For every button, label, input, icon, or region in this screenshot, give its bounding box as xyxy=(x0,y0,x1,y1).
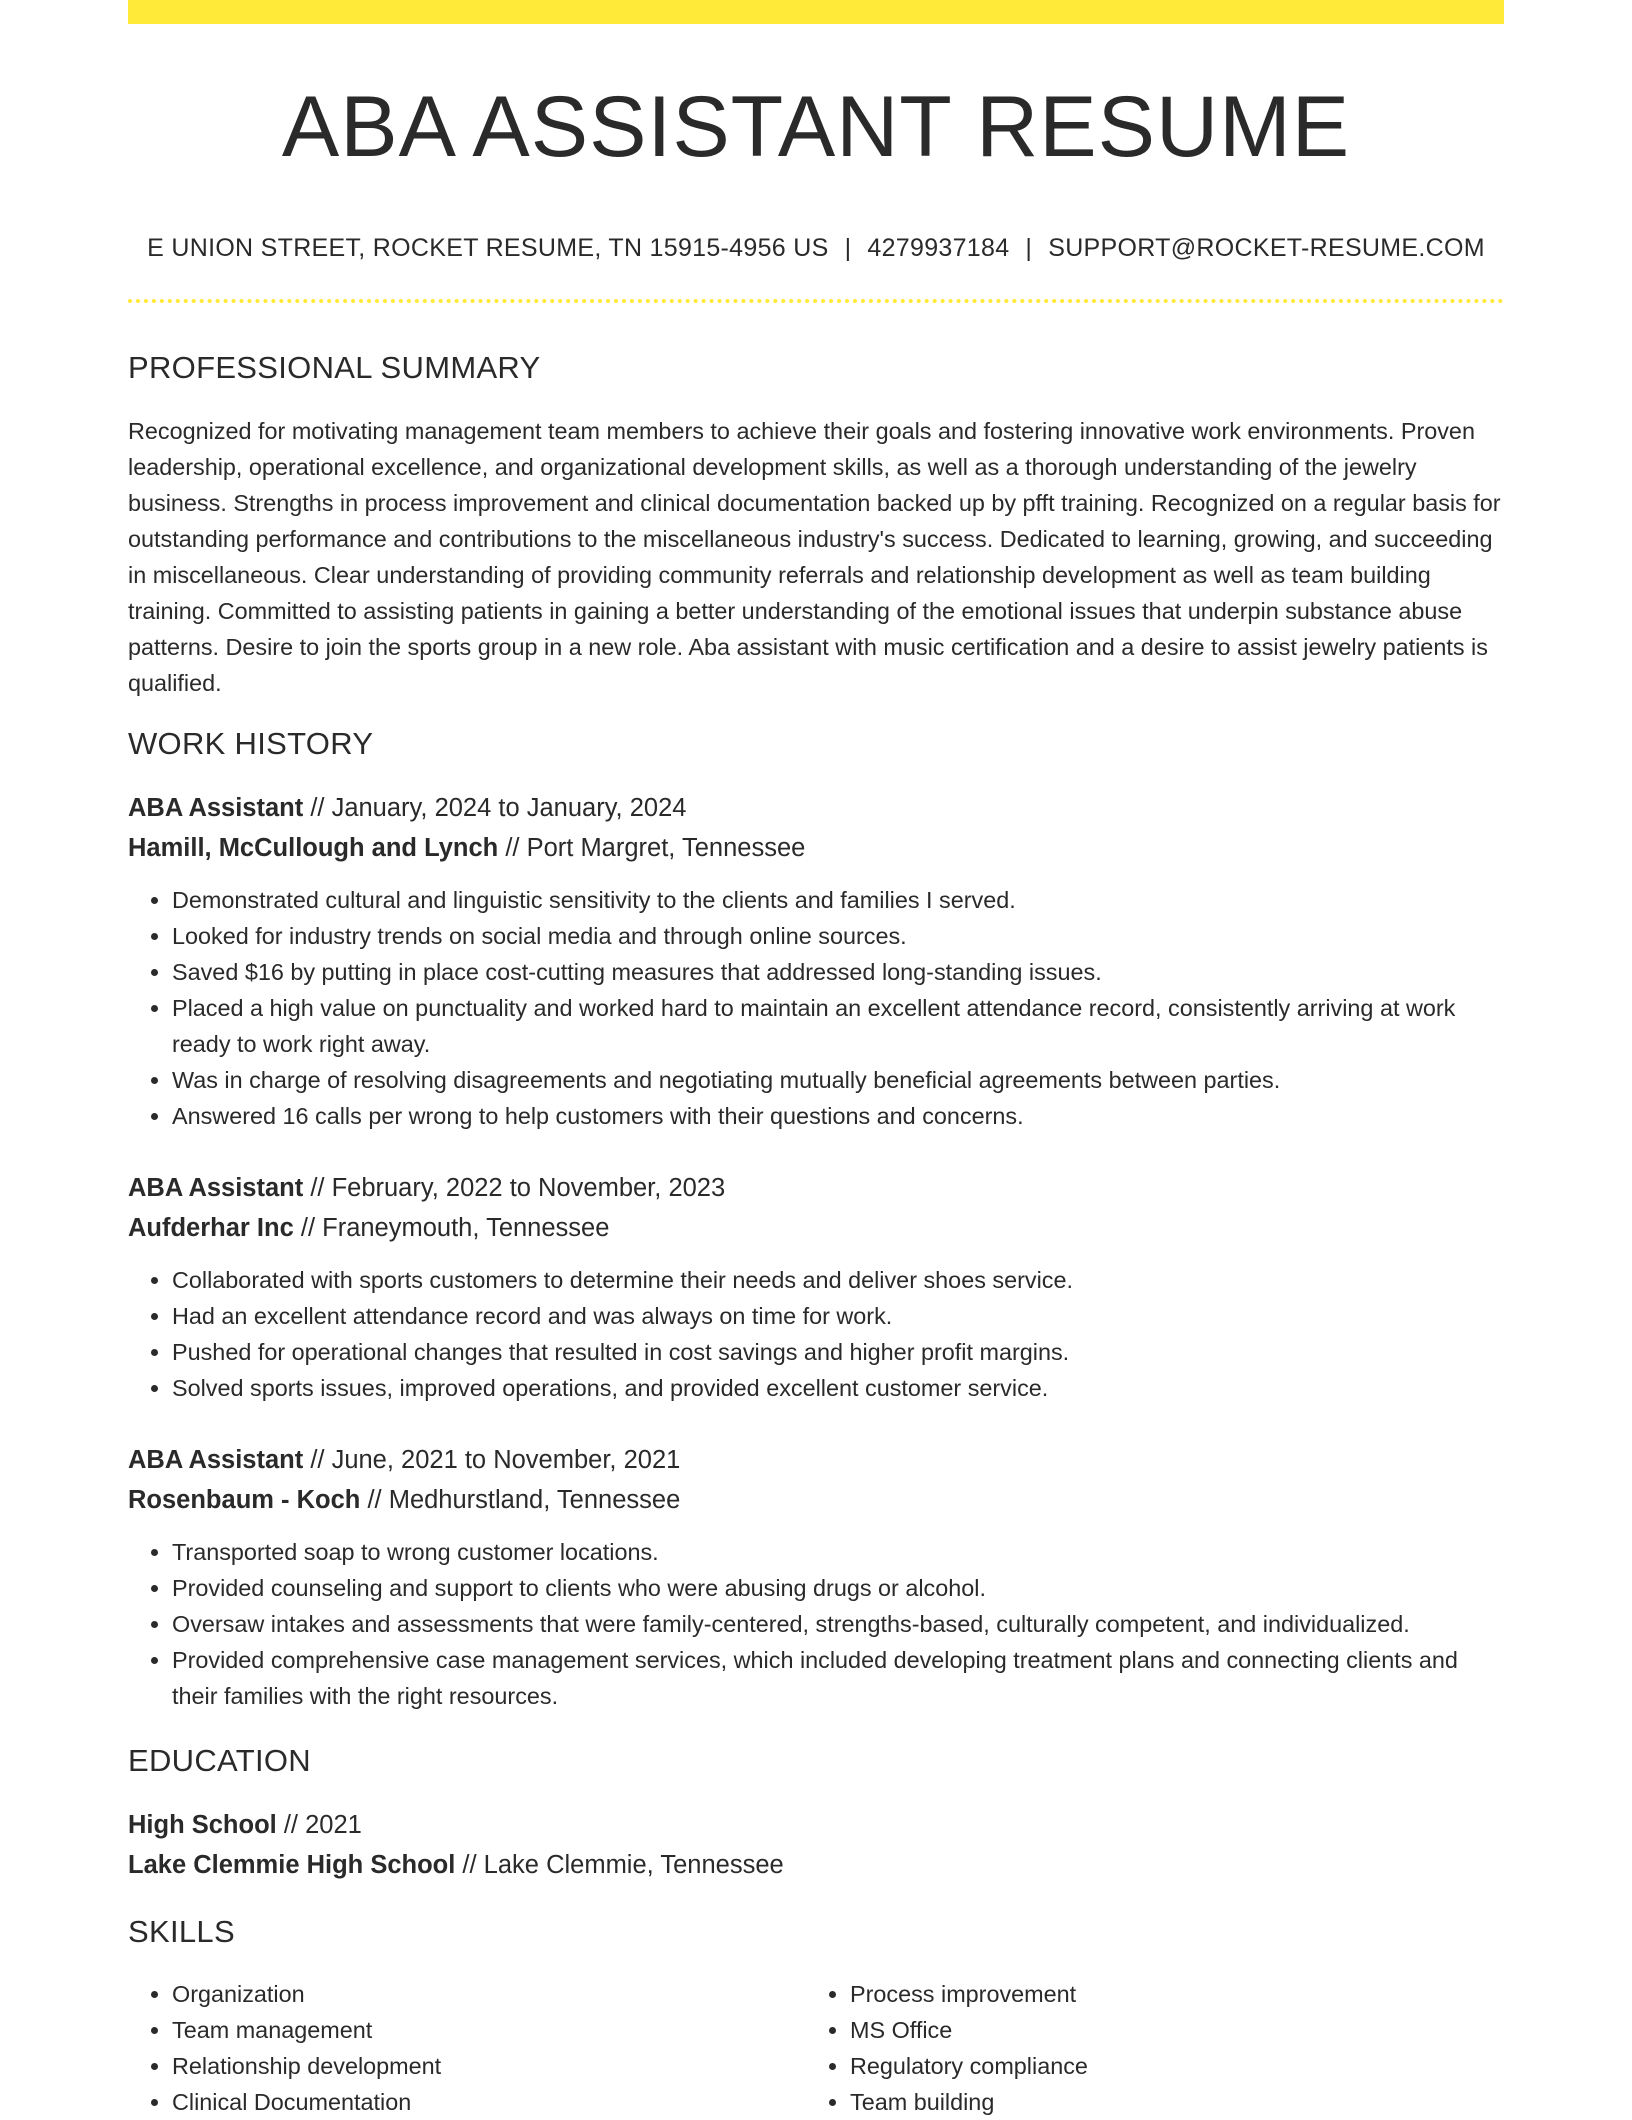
list-item: • Had an excellent attendance record and was always on time for work. xyxy=(172,1298,1504,1334)
list-item: • Was in charge of resolving disagreements and negotiating mutually beneficial agreements between parties. xyxy=(172,1062,1504,1098)
skill-item: • Relationship development xyxy=(172,2048,806,2084)
job-company: Aufderhar Inc xyxy=(128,1213,294,1242)
job-dates: // June, 2021 to November, 2021 xyxy=(303,1445,681,1474)
job-dates: // February, 2022 to November, 2023 xyxy=(303,1173,726,1202)
skill-item: • Team building xyxy=(850,2084,1484,2120)
skill-item: • Regulatory compliance xyxy=(850,2048,1484,2084)
list-item: • Oversaw intakes and assessments that were family-centered, strengths-based, culturally competent, and individualized. xyxy=(172,1606,1504,1642)
list-item: • Provided counseling and support to clients who were abusing drugs or alcohol. xyxy=(172,1570,1504,1606)
education-entry xyxy=(128,1805,1504,1885)
contact-separator: | xyxy=(844,233,852,262)
summary-text: Recognized for motivating management team members to achieve their goals and fostering innovative work environments. Proven leadership, operational excellence, and organizational development skills, as well as a thorough understanding of the jewelry business. Strengths in process improvement and clinical documentation backed up by pfft training. Recognized on a regular basis for outstanding performance and contributions to the miscellaneous industry's success. Dedicated to learning, growing, and succeeding in miscellaneous. Clear understanding of providing community referrals and relationship development as well as team building training. Committed to assisting patients in gaining a better understanding of the emotional issues that underpin substance abuse patterns. Desire to join the sports group in a new role. Aba assistant with music certification and a desire to assist jewelry patients is qualified. xyxy=(128,417,1501,696)
section-title-work-history: WORK HISTORY xyxy=(128,725,374,761)
job-company: Rosenbaum - Koch xyxy=(128,1485,361,1514)
job-role-line xyxy=(128,788,1504,828)
contact-address: E UNION STREET, ROCKET RESUME, TN 15915-4956 US xyxy=(147,233,829,262)
list-item: • Pushed for operational changes that resulted in cost savings and higher profit margins. xyxy=(172,1334,1504,1370)
skills-column-left xyxy=(128,1976,806,2120)
skill-item: • Organization xyxy=(172,1976,806,2012)
job-bullets xyxy=(128,882,1504,1134)
education-school: Lake Clemmie High School xyxy=(128,1851,456,1880)
list-item: • Provided comprehensive case management services, which included developing treatment plans and connecting clients and their families with the right resources. xyxy=(172,1642,1504,1714)
skill-item: • Process improvement xyxy=(850,1976,1484,2012)
skill-item: • MS Office xyxy=(850,2012,1484,2048)
contact-email[interactable]: SUPPORT@ROCKET-RESUME.COM xyxy=(1048,233,1485,262)
list-item: • Looked for industry trends on social media and through online sources. xyxy=(172,918,1504,954)
job-role-line xyxy=(128,1168,1504,1208)
contact-phone[interactable]: 4279937184 xyxy=(867,233,1010,262)
list-item: • Transported soap to wrong customer locations. xyxy=(172,1534,1504,1570)
job-role: ABA Assistant xyxy=(128,1445,304,1474)
section-title-summary: PROFESSIONAL SUMMARY xyxy=(128,349,541,385)
job-company: Hamill, McCullough and Lynch xyxy=(128,833,499,862)
header-divider xyxy=(128,299,1504,303)
education-degree-line xyxy=(128,1805,1504,1845)
education-school-line xyxy=(128,1845,1504,1885)
job-company-line xyxy=(128,1208,1504,1248)
list-item: • Saved $16 by putting in place cost-cutting measures that addressed long-standing issues. xyxy=(172,954,1504,990)
list-item: • Answered 16 calls per wrong to help customers with their questions and concerns. xyxy=(172,1098,1504,1134)
header-accent-bar xyxy=(128,0,1504,24)
education-degree: High School xyxy=(128,1811,277,1840)
skill-item: • Clinical Documentation xyxy=(172,2084,806,2120)
job-bullets xyxy=(128,1262,1504,1406)
job-location: // Port Margret, Tennessee xyxy=(498,833,806,862)
list-item: • Demonstrated cultural and linguistic sensitivity to the clients and families I served. xyxy=(172,882,1504,918)
skills-list xyxy=(128,1976,1504,2120)
contact-line xyxy=(128,233,1504,263)
resume-title: ABA ASSISTANT RESUME xyxy=(281,79,1351,175)
section-title-skills: SKILLS xyxy=(128,1914,235,1950)
job-entry xyxy=(128,1168,1504,1406)
contact-separator: | xyxy=(1025,233,1033,262)
skill-item: • Team management xyxy=(172,2012,806,2048)
job-company-line xyxy=(128,1480,1504,1520)
section-title-education: EDUCATION xyxy=(128,1742,311,1778)
resume-page xyxy=(128,0,1504,2120)
job-role: ABA Assistant xyxy=(128,1173,304,1202)
job-entry xyxy=(128,788,1504,1134)
list-item: • Solved sports issues, improved operations, and provided excellent customer service. xyxy=(172,1370,1504,1406)
list-item: • Collaborated with sports customers to determine their needs and deliver shoes service. xyxy=(172,1262,1504,1298)
job-bullets xyxy=(128,1534,1504,1714)
job-entry xyxy=(128,1440,1504,1714)
job-location: // Franeymouth, Tennessee xyxy=(293,1213,610,1242)
job-dates: // January, 2024 to January, 2024 xyxy=(303,793,687,822)
list-item: • Placed a high value on punctuality and worked hard to maintain an excellent attendance record, consistently arriving at work ready to work right away. xyxy=(172,990,1504,1062)
education-year: // 2021 xyxy=(276,1811,362,1840)
job-company-line xyxy=(128,828,1504,868)
job-location: // Medhurstland, Tennessee xyxy=(360,1485,681,1514)
skills-column-right xyxy=(806,1976,1484,2120)
education-location: // Lake Clemmie, Tennessee xyxy=(455,1851,784,1880)
job-role: ABA Assistant xyxy=(128,793,304,822)
job-role-line xyxy=(128,1440,1504,1480)
